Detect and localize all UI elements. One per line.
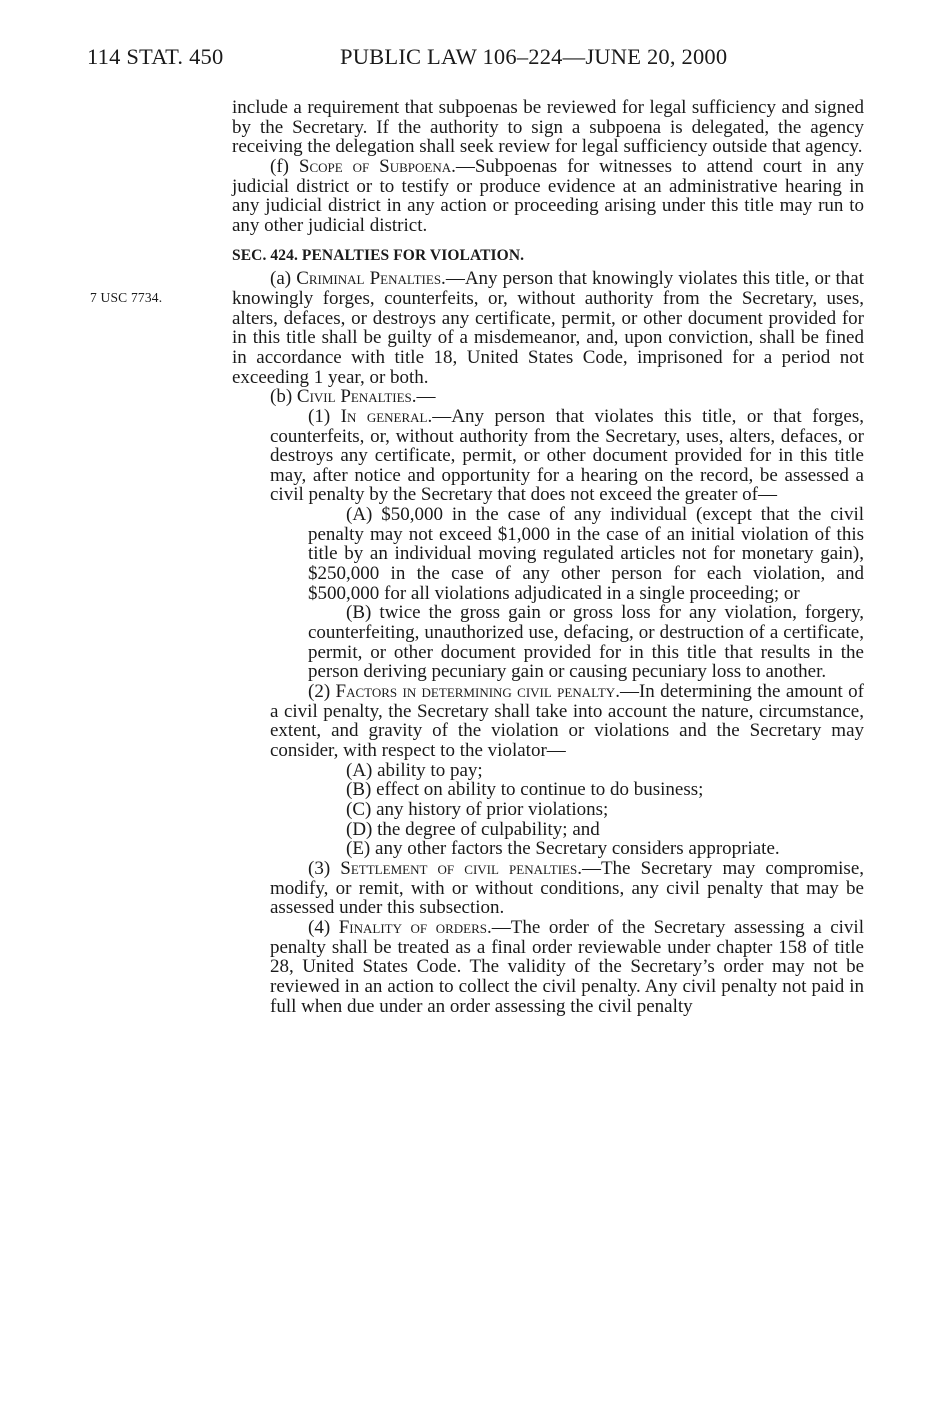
public-law-title: PUBLIC LAW 106–224—JUNE 20, 2000 [340, 44, 728, 69]
subparagraph-b2D: (D) the degree of culpability; and [346, 818, 600, 840]
subsection-f-label: (f) [270, 155, 299, 177]
section-heading: SEC. 424. PENALTIES FOR VIOLATION. [232, 246, 525, 264]
paragraph-b1 [270, 407, 864, 505]
subsection-a-label: (a) [270, 268, 297, 290]
subsection-a-heading: Criminal Penalties. [296, 268, 446, 290]
paragraph-b3-heading: Settlement of civil penalties. [340, 857, 582, 879]
subsection-a-text: —Any person that knowingly violates this title, or that knowingly forges, counterfeits, or, without authority from the Secretary, uses, alters, defaces, or destroys any certificate, permit, or other document provided for in this title shall be guilty of a misdemeanor, and, upon conviction, shall be fined in accordance with title 18, United States Code, imprisoned for a period not exceeding 1 year, or both. [232, 268, 864, 388]
subparagraph-b2A: (A) ability to pay; [346, 759, 483, 781]
usc-citation-sidenote: 7 USC 7734. [90, 290, 163, 305]
subsection-b-label: (b) [270, 386, 297, 408]
body-text [232, 98, 864, 1016]
stat-page-reference: 114 STAT. 450 [87, 44, 224, 69]
paragraph-b2 [270, 682, 864, 761]
subsection-a [232, 269, 864, 387]
paragraph-b3 [270, 859, 864, 918]
paragraph-b4 [270, 918, 864, 1016]
paragraph-b1-text: —Any person that violates this title, or that forges, counterfeits, or, without authority from the Secretary, uses, alters, defaces, or destroys any certificate, permit, or other document provided for in this title may, after notice and opportunity for a hearing on the record, be assessed a civil penalty by the Secretary that does not exceed the greater of— [270, 405, 865, 506]
subsection-f-text: —Subpoenas for witnesses to attend court in any judicial district or to testify or produce evidence at an administrative hearing in any judicial district in any action or proceeding arising under this title may run to any other judicial district. [232, 155, 864, 236]
subparagraph-b2E: (E) any other factors the Secretary considers appropriate. [346, 838, 780, 860]
subsection-b-dash: — [416, 386, 436, 408]
paragraph-b4-text: —The order of the Secretary assessing a civil penalty shall be treated as a final order reviewable under chapter 158 of title 28, United States Code. The validity of the Secretary’s order may not be reviewed in an action to collect the civil penalty. Any civil penalty not paid in full when due under an order assessing the civil penalty [270, 916, 864, 1017]
paragraph-b2-label: (2) [308, 681, 336, 703]
paragraph-b3-text: —The Secretary may compromise, modify, or remit, with or without conditions, any civil penalty that may be assessed under this subsection. [270, 857, 864, 919]
paragraph-b4-label: (4) [308, 916, 339, 938]
paragraph-b3-label: (3) [308, 857, 341, 879]
subsection-b [232, 387, 864, 407]
continuation-paragraph: include a requirement that subpoenas be reviewed for legal sufficiency and signed by the Secretary. If the authority to sign a subpoena is delegated, the agency receiving the delegation shall seek review for legal sufficiency outside that agency. [232, 97, 864, 158]
paragraph-b1-label: (1) [308, 405, 341, 427]
paragraph-b4-heading: Finality of orders. [338, 916, 492, 938]
subparagraph-b2C: (C) any history of prior violations; [346, 798, 609, 820]
subparagraph-b2B: (B) effect on ability to continue to do business; [346, 779, 704, 801]
subsection-b-heading: Civil Penalties. [296, 386, 417, 408]
paragraph-b2-text: —In determining the amount of a civil penalty, the Secretary shall take into account the nature, circumstance, extent, and gravity of the violation or violations and the Secretary may consider, with respect to the violator— [270, 681, 865, 761]
paragraph-b1-heading: In general. [340, 405, 433, 427]
subsection-f [232, 157, 864, 236]
subparagraph-b1A: (A) $50,000 in the case of any individual (except that the civil penalty may not exceed $1,000 in the case of an initial violation of this title by an individual moving regulated articles not for monetary gain), $250,000 in the case of any other person for each violation, and $500,000 for all violations adjudicated in a single proceeding; or [308, 504, 864, 604]
subparagraph-b1B: (B) twice the gross gain or gross loss for any violation, forgery, counterfeiting, unauthorized use, defacing, or destruction of a certificate, permit, or other document provided for in this title that results in the person deriving pecuniary gain or causing pecuniary loss to another. [308, 602, 864, 683]
subsection-f-heading: Scope of Subpoena. [298, 155, 456, 177]
paragraph-b2-heading: Factors in determining civil penalty. [335, 681, 620, 703]
